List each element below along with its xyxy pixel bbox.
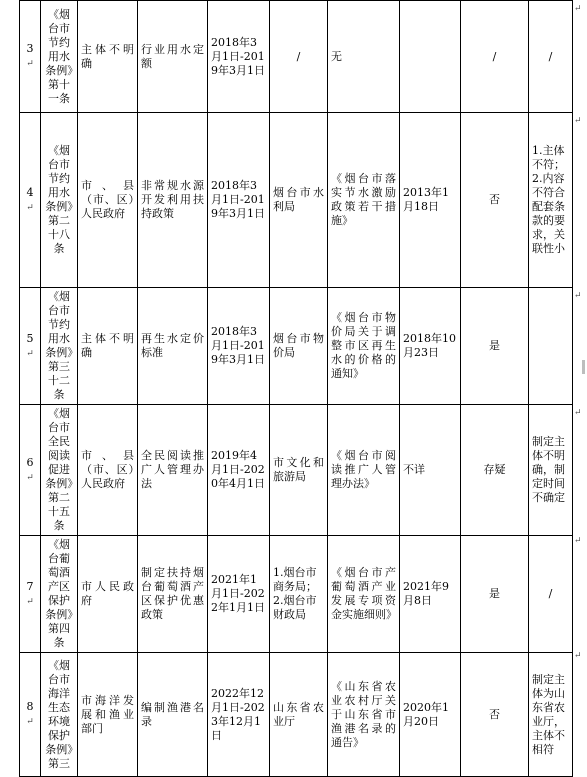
row-end-mark: ↵ bbox=[574, 651, 582, 661]
issue-date bbox=[400, 1, 461, 113]
row-number: 8↵ bbox=[20, 653, 41, 777]
responsible-body: 主体不明确 bbox=[78, 1, 138, 113]
compliance-flag: 否 bbox=[461, 653, 529, 777]
compliance-flag: 存疑 bbox=[461, 405, 529, 536]
issuing-department: 1.烟台市商务局；2.烟台市财政局 bbox=[270, 536, 328, 653]
scrollbar-thumb[interactable] bbox=[582, 360, 585, 374]
required-document: 全民阅读推广人管理办法 bbox=[138, 405, 208, 536]
responsible-body: 市、县（市、区）人民政府 bbox=[78, 405, 138, 536]
issued-document: 《烟台市物价局关于调整市区再生水的价格的通知》 bbox=[328, 288, 400, 405]
issuing-department: 烟台市物价局 bbox=[270, 288, 328, 405]
table-row bbox=[20, 288, 573, 405]
remark: 1.主体不符；2.内容不符合配套条款的要求，关联性小 bbox=[529, 113, 573, 288]
required-document: 非常规水源开发利用扶持政策 bbox=[138, 113, 208, 288]
deadline-period: 2022年12月1日-2023年12月1日 bbox=[208, 653, 270, 777]
issuing-department: 烟台市水利局 bbox=[270, 113, 328, 288]
issue-date: 不详 bbox=[400, 405, 461, 536]
law-article: 《烟台市节约用水条例》第三十二条 bbox=[41, 288, 78, 405]
table-row bbox=[20, 405, 573, 536]
deadline-period: 2021年1月1日-2022年1月1日 bbox=[208, 536, 270, 653]
issued-document: 《烟台市落实节水激励政策若干措施》 bbox=[328, 113, 400, 288]
regulation-table bbox=[19, 0, 573, 777]
row-end-mark: ↵ bbox=[574, 4, 582, 14]
issuing-department: 山东省农业厅 bbox=[270, 653, 328, 777]
deadline-period: 2018年3月1日-2019年3月1日 bbox=[208, 288, 270, 405]
responsible-body: 市海洋发展和渔业部门 bbox=[78, 653, 138, 777]
compliance-flag: 是 bbox=[461, 288, 529, 405]
table-row bbox=[20, 536, 573, 653]
deadline-period: 2019年4月1日-2020年4月1日 bbox=[208, 405, 270, 536]
row-number: 5↵ bbox=[20, 288, 41, 405]
remark: / bbox=[529, 536, 573, 653]
law-article: 《烟台市节约用水条例》第十一条 bbox=[41, 1, 78, 113]
issued-document: 《烟台市阅读推广人管理办法》 bbox=[328, 405, 400, 536]
row-end-mark: ↵ bbox=[574, 116, 582, 126]
compliance-flag: 是 bbox=[461, 536, 529, 653]
issuing-department: / bbox=[270, 1, 328, 113]
responsible-body: 主体不明确 bbox=[78, 288, 138, 405]
issue-date: 2020年1月20日 bbox=[400, 653, 461, 777]
compliance-flag: 否 bbox=[461, 113, 529, 288]
issue-date: 2013年1月18日 bbox=[400, 113, 461, 288]
deadline-period: 2018年3月1日-2019年3月1日 bbox=[208, 113, 270, 288]
issued-document: 《烟台市产葡萄酒产业发展专项资金实施细则》 bbox=[328, 536, 400, 653]
row-number: 6↵ bbox=[20, 405, 41, 536]
remark: 制定主体为山东省农业厅，主体不相符 bbox=[529, 653, 573, 777]
row-end-mark: ↵ bbox=[574, 408, 582, 418]
responsible-body: 市、县（市、区）人民政府 bbox=[78, 113, 138, 288]
law-article: 《烟台葡萄酒产区保护条例》第四条 bbox=[41, 536, 78, 653]
law-article: 《烟台市全民阅读促进条例》第二十五条 bbox=[41, 405, 78, 536]
table-row bbox=[20, 653, 573, 777]
compliance-flag: / bbox=[461, 1, 529, 113]
remark: 制定主体不明确，制定时间不确定 bbox=[529, 405, 573, 536]
issue-date: 2021年9月8日 bbox=[400, 536, 461, 653]
deadline-period: 2018年3月1日-2019年3月1日 bbox=[208, 1, 270, 113]
issue-date: 2018年10月23日 bbox=[400, 288, 461, 405]
row-end-mark: ↵ bbox=[574, 536, 582, 546]
left-margin bbox=[0, 0, 19, 771]
row-end-mark: ↵ bbox=[574, 291, 582, 301]
law-article: 《烟台市海洋生态环境保护条例》第三 bbox=[41, 653, 78, 777]
row-number: 7↵ bbox=[20, 536, 41, 653]
row-number: 4↵ bbox=[20, 113, 41, 288]
required-document: 制定扶持烟台葡萄酒产区保护优惠政策 bbox=[138, 536, 208, 653]
required-document: 行业用水定额 bbox=[138, 1, 208, 113]
law-article: 《烟台市节约用水条例》第二十八条 bbox=[41, 113, 78, 288]
issuing-department: 市文化和旅游局 bbox=[270, 405, 328, 536]
required-document: 编制渔港名录 bbox=[138, 653, 208, 777]
responsible-body: 市人民政府 bbox=[78, 536, 138, 653]
table-row bbox=[20, 113, 573, 288]
remark bbox=[529, 288, 573, 405]
remark: / bbox=[529, 1, 573, 113]
issued-document: 无 bbox=[328, 1, 400, 113]
table-row bbox=[20, 1, 573, 113]
row-number: 3↵ bbox=[20, 1, 41, 113]
required-document: 再生水定价标准 bbox=[138, 288, 208, 405]
issued-document: 《山东省农业农村厅关于山东省市渔港名录的通告》 bbox=[328, 653, 400, 777]
